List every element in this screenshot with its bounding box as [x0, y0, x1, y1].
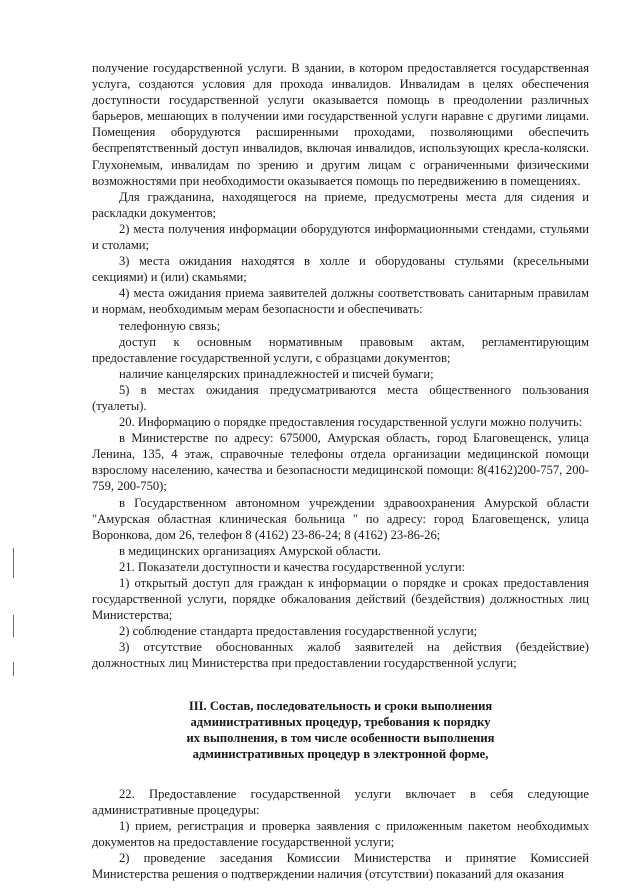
list-item: в Государственном автономном учреждении здравоохранения Амурской области "Амурская областная клиническая больница " по адресу: город Благовещенск, улица Воронкова, дом 26, телефон 8 (4162) 23-86-24; 8 (4162) 23-86-26;: [92, 495, 589, 542]
list-item: в Министерстве по адресу: 675000, Амурская область, город Благовещенск, улица Ленина, 135, 4 этаж, справочные телефоны отдела организации медицинской помощи взрослому населению, качества и безопасности медицинской помощи: 8(4162)200-757, 200-759, 200-750);: [92, 431, 589, 494]
heading-line: III. Состав, последовательность и сроки выполнения: [188, 698, 493, 713]
list-item: 3) места ожидания находятся в холле и оборудованы стульями (кресельными секциями) и (или) скамьями;: [92, 254, 589, 285]
paragraph: получение государственной услуги. В здании, в котором предоставляется государственная услуга, создаются условия для прохода инвалидов. Инвалидам в целях обеспечения доступности государственной услуги оказывается помощь в преодолении различных барьеров, мешающих в получении ими государственной услуги наравне с другими лицами. Помещения оборудуются расширенными проходами, позволяющими обеспечить беспрепятственный доступ инвалидов, включая инвалидов, использующих кресла-коляски. Глухонемым, инвалидам по зрению и другим лицам с ограниченными физическими возможностями при необходимости оказывается помощь по передвижению в помещениях.: [92, 61, 589, 188]
list-item: наличие канцелярских принадлежностей и писчей бумаги;: [119, 366, 434, 381]
scan-margin-mark: [13, 615, 14, 637]
heading-line: их выполнения, в том числе особенности выполнения: [186, 730, 495, 745]
scan-margin-mark: [13, 662, 14, 676]
list-item: 2) места получения информации оборудуются информационными стендами, стульями и столами;: [92, 221, 589, 253]
list-item: 3) отсутствие обоснованных жалоб заявителей на действия (бездействие) должностных лиц Министерства при предоставлении государственной услуги;: [92, 640, 589, 671]
list-item: 2) соблюдение стандарта предоставления государственной услуги;: [119, 624, 478, 639]
list-item: 1) открытый доступ для граждан к информации о порядке и сроках предоставления государственной услуги, порядке обжалования действий (бездействия) должностных лиц Министерства;: [92, 576, 589, 623]
list-item: в медицинских организациях Амурской области.: [119, 543, 382, 558]
paragraph: 20. Информацию о порядке предоставления государственной услуги можно получить:: [119, 415, 583, 430]
list-item: телефонную связь;: [119, 318, 221, 333]
list-item: 4) места ожидания приема заявителей должны соответствовать санитарным правилам и нормам, необходимым мерам безопасности и обеспечивать:: [92, 286, 589, 317]
heading-line: административных процедур, требования к порядку: [190, 714, 491, 729]
list-item: 5) в местах ожидания предусматриваются места общественного пользования (туалеты).: [92, 382, 589, 413]
list-item: 1) прием, регистрация и проверка заявления с приложенным пакетом необходимых документов на предоставление государственной услуги;: [92, 819, 589, 850]
list-item: 2) проведение заседания Комиссии Министерства и принятие Комиссией Министерства решения о подтверждении наличия (отсутствии) показаний для оказания: [92, 851, 589, 882]
heading-line: административных процедур в электронной форме,: [192, 746, 489, 761]
paragraph: Для гражданина, находящегося на приеме, предусмотрены места для сидения и раскладки документов;: [92, 189, 589, 220]
scan-margin-mark: [13, 548, 14, 578]
section-heading: [92, 698, 589, 762]
paragraph: 21. Показатели доступности и качества государственной услуги:: [119, 559, 466, 574]
list-item: доступ к основным нормативным правовым актам, регламентирующим предоставление государственной услуги, с образцами документов;: [92, 334, 589, 365]
paragraph: 22. Предоставление государственной услуги включает в себя следующие административные процедуры:: [92, 786, 589, 818]
document-body: [92, 60, 589, 883]
